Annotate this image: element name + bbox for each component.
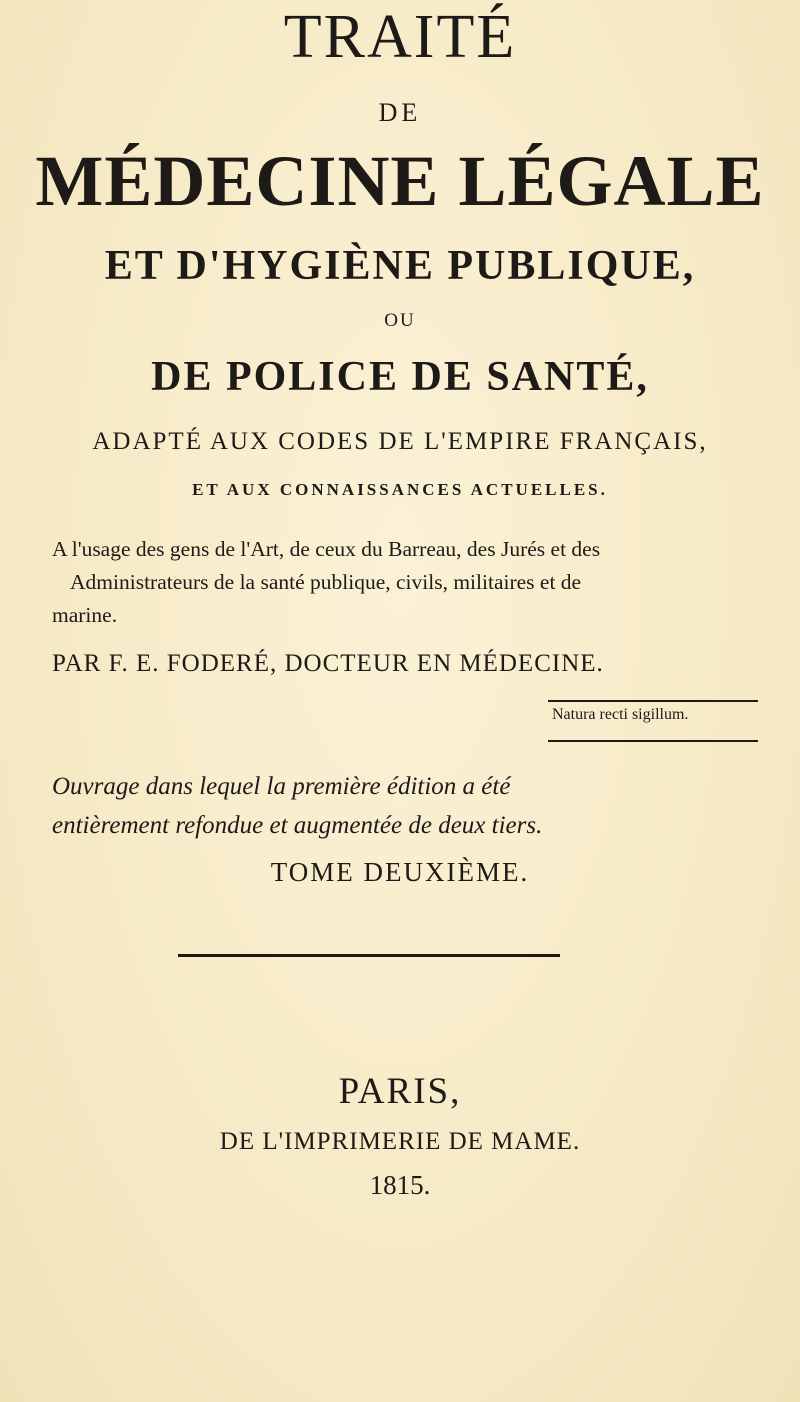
divider-rule: [178, 954, 560, 957]
audience-line-1: A l'usage des gens de l'Art, de ceux du Barreau, des Jurés et des: [52, 537, 601, 561]
imprint-city: PARIS,: [338, 1071, 462, 1112]
title-de: DE: [378, 98, 422, 127]
subtitle-connaissances: ET AUX CONNAISSANCES ACTUELLES.: [192, 480, 608, 499]
motto-rule-top: [548, 700, 758, 702]
motto-rule-bottom: [548, 740, 758, 742]
imprint-printer: DE L'IMPRIMERIE DE MAME.: [219, 1128, 581, 1155]
subtitle-codes: ADAPTÉ AUX CODES DE L'EMPIRE FRANÇAIS,: [92, 428, 708, 455]
title-ou: OU: [384, 310, 416, 331]
imprint-year: 1815.: [369, 1170, 431, 1200]
title-hygiene-publique: ET D'HYGIÈNE PUBLIQUE,: [104, 243, 696, 289]
edition-note-line-2: entièrement refondue et augmentée de deux tiers.: [52, 812, 543, 839]
audience-line-2: Administrateurs de la santé publique, civils, militaires et de: [70, 570, 582, 594]
edition-note-line-1: Ouvrage dans lequel la première édition a été: [52, 773, 511, 800]
motto: Natura recti sigillum.: [552, 706, 689, 723]
audience-line-3: marine.: [52, 603, 118, 627]
title-medecine-legale: MÉDECINE LÉGALE: [35, 141, 765, 221]
volume-label: TOME DEUXIÈME.: [270, 857, 530, 887]
title-traite: TRAITÉ: [283, 3, 517, 71]
title-police-de-sante: DE POLICE DE SANTÉ,: [151, 354, 649, 400]
author-line: PAR F. E. FODERÉ, DOCTEUR EN MÉDECINE.: [52, 650, 604, 677]
